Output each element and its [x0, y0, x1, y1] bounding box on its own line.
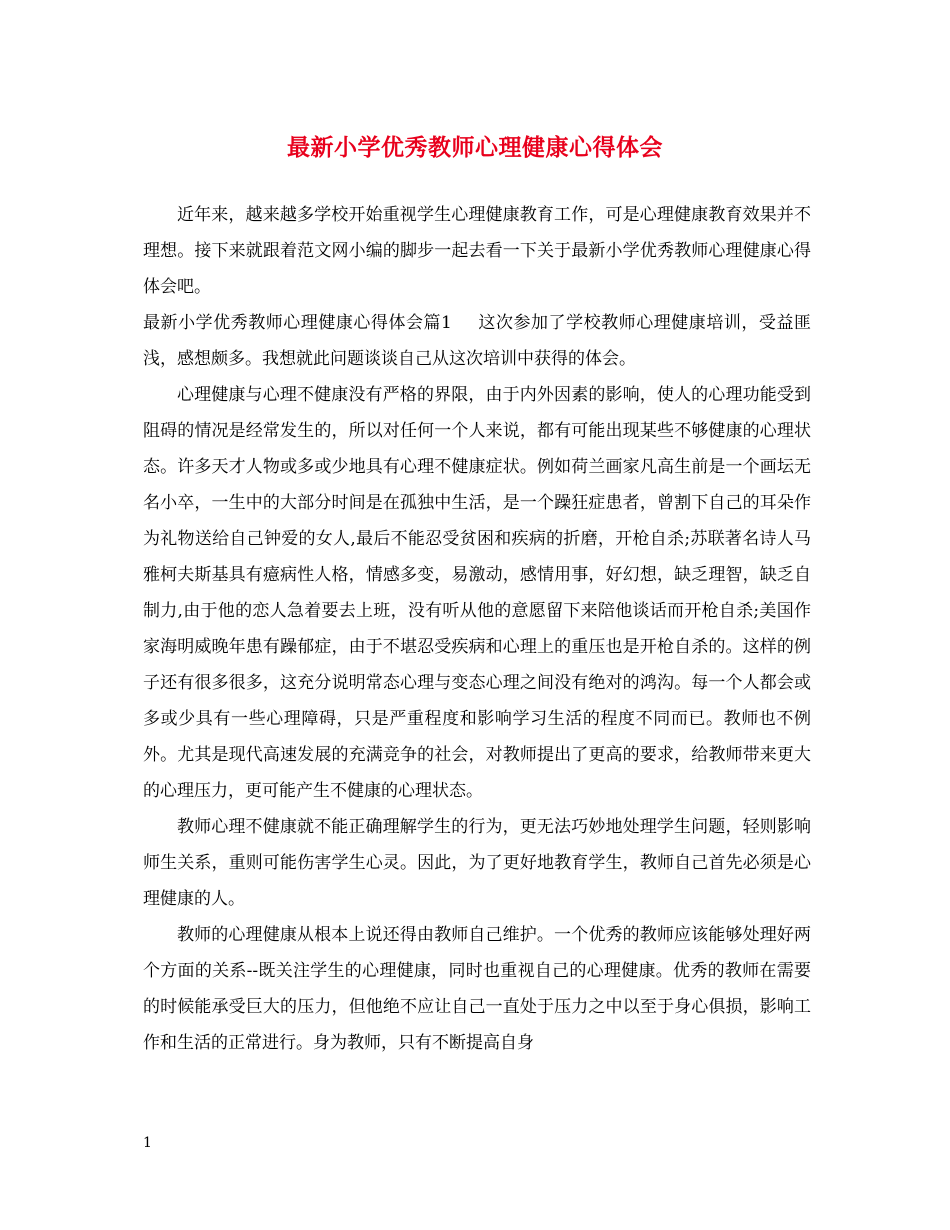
section-paragraph	[143, 305, 811, 377]
page-number: 1	[143, 1135, 152, 1151]
body-paragraph-1: 心理健康与心理不健康没有严格的界限，由于内外因素的影响，使人的心理功能受到阻碍的情况是经常发生的，所以对任何一个人来说，都有可能出现某些不够健康的心理状态。许多天才人物或多或少地具有心理不健康症状。例如荷兰画家凡高生前是一个画坛无名小卒，一生中的大部分时间是在孤独中生活，是一个躁狂症患者，曾割下自己的耳朵作为礼物送给自己钟爱的女人,最后不能忍受贫困和疾病的折磨，开枪自杀;苏联著名诗人马雅柯夫斯基具有癔病性人格，情感多变，易激动，感情用事，好幻想，缺乏理智，缺乏自制力,由于他的恋人急着要去上班，没有听从他的意愿留下来陪他谈话而开枪自杀;美国作家海明威晚年患有躁郁症，由于不堪忍受疾病和心理上的重压也是开枪自杀的。这样的例子还有很多很多，这充分说明常态心理与变态心理之间没有绝对的鸿沟。每一个人都会或多或少具有一些心理障碍，只是严重程度和影响学习生活的程度不同而已。教师也不例外。尤其是现代高速发展的充满竞争的社会，对教师提出了更高的要求，给教师带来更大的心理压力，更可能产生不健康的心理状态。	[143, 385, 811, 801]
body-paragraph-2: 教师心理不健康就不能正确理解学生的行为，更无法巧妙地处理学生问题，轻则影响师生关系，重则可能伤害学生心灵。因此，为了更好地教育学生，教师自己首先必须是心理健康的人。	[143, 817, 811, 909]
section-first-text: 这次参加了学校教师心理健康培训，受益匪浅，感想颇多。我想就此问题谈谈自己从这次培训中获得的体会。	[143, 313, 811, 369]
section-heading: 最新小学优秀教师心理健康心得体会篇1	[143, 313, 452, 333]
document-body	[143, 197, 811, 1061]
intro-paragraph: 近年来，越来越多学校开始重视学生心理健康教育工作，可是心理健康教育效果并不理想。接下来就跟着范文网小编的脚步一起去看一下关于最新小学优秀教师心理健康心得体会吧。	[143, 205, 811, 297]
document-title: 最新小学优秀教师心理健康心得体会	[287, 134, 663, 161]
body-paragraph-3: 教师的心理健康从根本上说还得由教师自己维护。一个优秀的教师应该能够处理好两个方面的关系--既关注学生的心理健康，同时也重视自己的心理健康。优秀的教师在需要的时候能承受巨大的压力，但他绝不应让自己一直处于压力之中以至于身心俱损，影响工作和生活的正常进行。身为教师，只有不断提高自身	[143, 925, 811, 1053]
